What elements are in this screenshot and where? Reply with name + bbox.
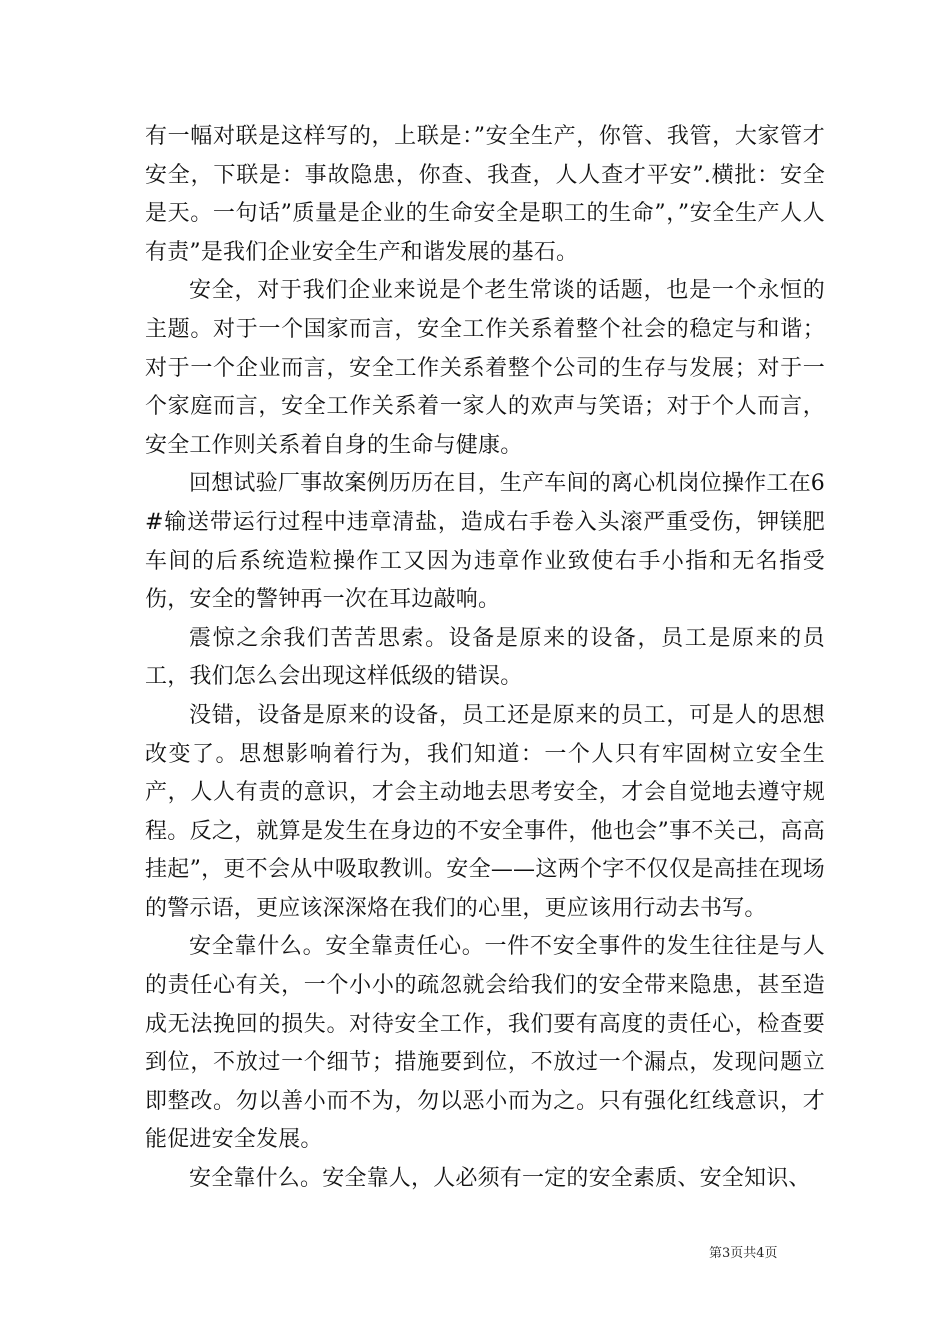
paragraph-mindset: 没错，设备是原来的设备，员工还是原来的员工，可是人的思想改变了。思想影响着行为，我们知道：一个人只有牢固树立安全生产，人人有责的意识，才会主动地去思考安全，才会自觉地去遵守规程。反之，就算是发生在身边的不安全事件，他也会”事不关己，高高挂起”，更不会从中吸取教训。安全——这两个字不仅仅是高挂在现场的警示语，更应该深深烙在我们的心里，更应该用行动去书写。 xyxy=(145,702,825,921)
paragraph-responsibility: 安全靠什么。安全靠责任心。一件不安全事件的发生往往是与人的责任心有关，一个小小的疏忽就会给我们的安全带来隐患，甚至造成无法挽回的损失。对待安全工作，我们要有高度的责任心，检查要到位，不放过一个细节；措施要到位，不放过一个漏点，发现问题立即整改。勿以善小而不为，勿以恶小而为之。只有强化红线意识，才能促进安全发展。 xyxy=(145,934,825,1153)
document-body xyxy=(145,118,825,1199)
paragraph-people: 安全靠什么。安全靠人，人必须有一定的安全素质、安全知识、 xyxy=(189,1166,811,1192)
page-number-footer: 第3页共4页 xyxy=(709,1246,778,1261)
paragraph-accident-cases: 回想试验厂事故案例历历在目，生产车间的离心机岗位操作工在6#输送带运行过程中违章清盐，造成右手卷入头滚严重受伤，钾镁肥车间的后系统造粒操作工又因为违章作业致使右手小指和无名指受伤，安全的警钟再一次在耳边敲响。 xyxy=(145,471,825,613)
paragraph-safety-theme: 安全，对于我们企业来说是个老生常谈的话题，也是一个永恒的主题。对于一个国家而言，安全工作关系着整个社会的稳定与和谐；对于一个企业而言，安全工作关系着整个公司的生存与发展；对于一个家庭而言，安全工作关系着一家人的欢声与笑语；对于个人而言，安全工作则关系着自身的生命与健康。 xyxy=(145,278,825,458)
paragraph-reflection: 震惊之余我们苦苦思索。设备是原来的设备，员工是原来的员工，我们怎么会出现这样低级的错误。 xyxy=(145,625,825,690)
paragraph-couplet: 有一幅对联是这样写的，上联是：”安全生产，你管、我管，大家管才安全，下联是：事故隐患，你查、我查，人人查才平安”.横批：安全是天。一句话”质量是企业的生命安全是职工的生命”，”安全生产人人有责”是我们企业安全生产和谐发展的基石。 xyxy=(145,124,825,265)
